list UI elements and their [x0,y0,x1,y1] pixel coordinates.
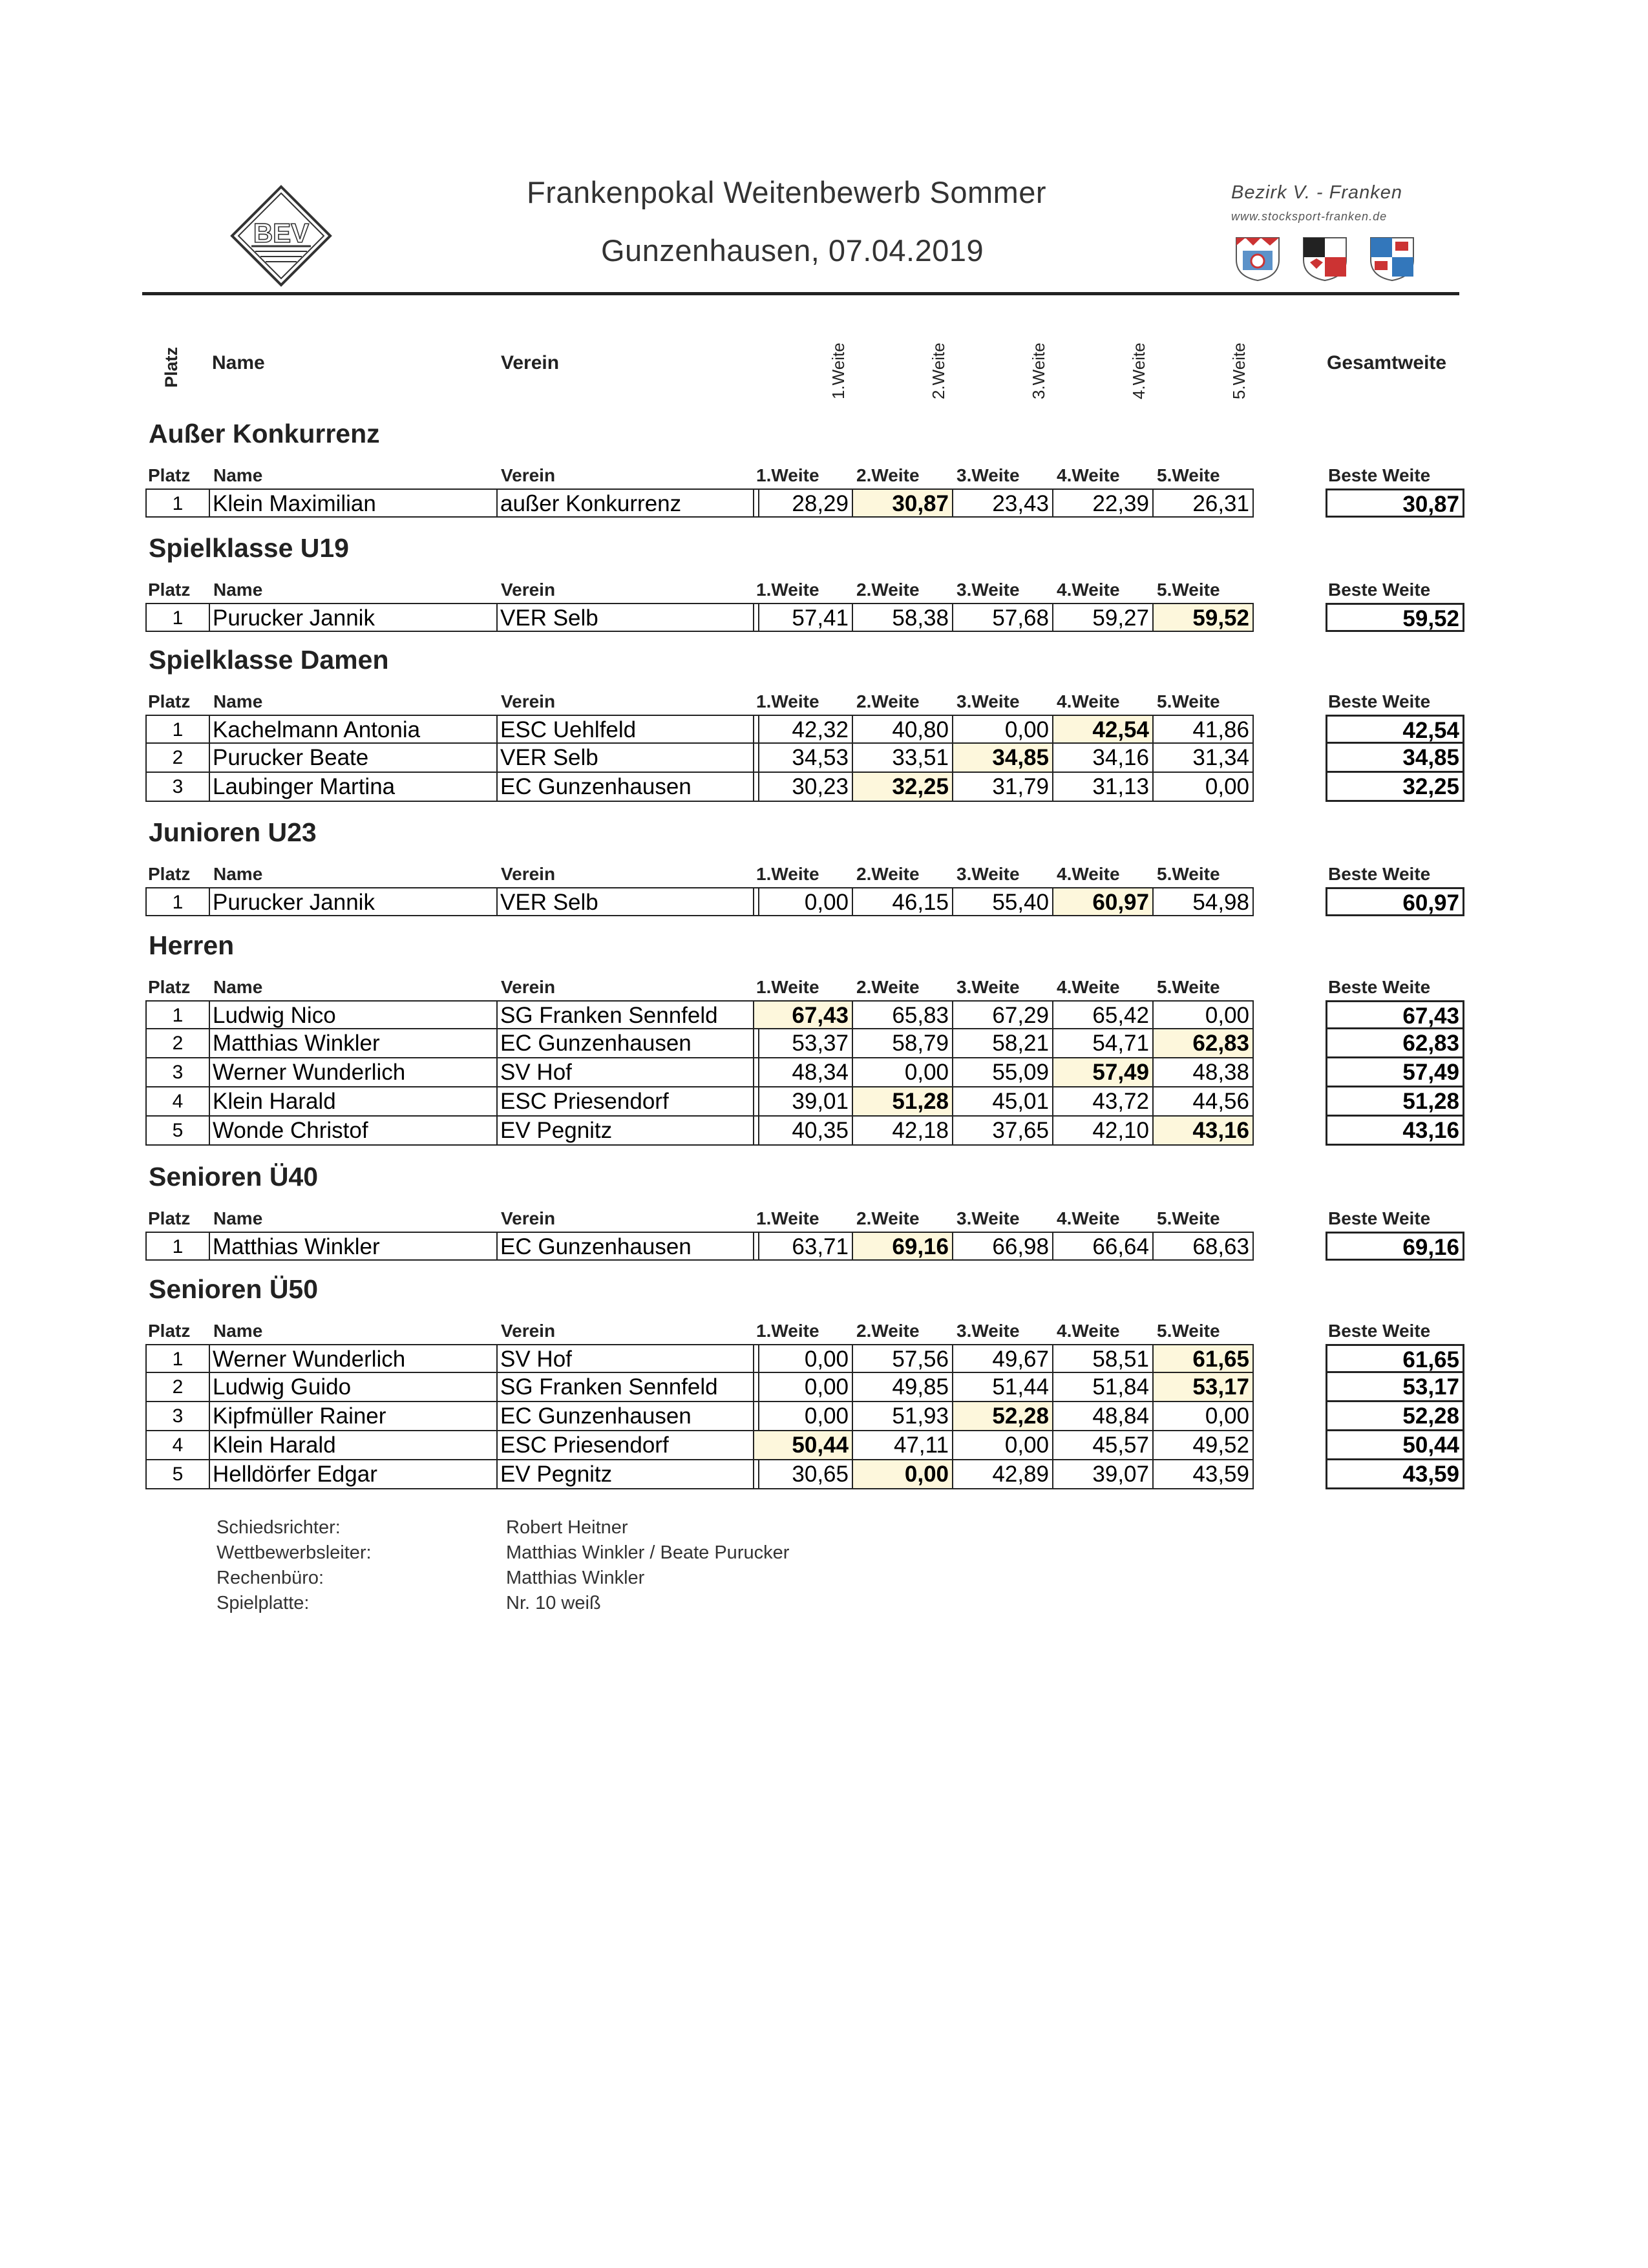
cell-weite-1: 53,37 [753,1029,853,1058]
hdr-w2: 2.Weite [856,977,920,997]
cell-weite-2: 58,79 [853,1029,953,1058]
cell-beste-weite: 69,16 [1326,1232,1464,1261]
hdr-platz: Platz [148,465,191,485]
cell-weite-4: 54,71 [1053,1029,1154,1058]
hdr-w1: 1.Weite [756,691,819,711]
cell-platz: 4 [145,1087,210,1117]
cell-weite-3: 45,01 [953,1087,1053,1117]
cell-verein: ESC Priesendorf [498,1087,759,1117]
page-title: Frankenpokal Weitenbewerb Sommer [527,175,1047,209]
cell-beste-weite: 57,49 [1326,1058,1464,1087]
cell-weite-5: 0,00 [1154,773,1254,802]
cell-platz: 2 [145,744,210,773]
cell-weite-3: 51,44 [953,1373,1053,1402]
hdr-name: Name [213,977,263,997]
cell-weite-4: 58,51 [1053,1344,1154,1373]
cell-beste-weite: 52,28 [1326,1402,1464,1431]
hdr-w1: 1.Weite [756,580,819,600]
cell-weite-4: 51,84 [1053,1373,1154,1402]
cell-weite-4: 45,57 [1053,1431,1154,1460]
hdr-w1: 1.Weite [756,1321,819,1341]
hdr-w5: 5.Weite [1157,864,1220,884]
hdr-verein: Verein [501,580,556,600]
cell-weite-2: 47,11 [853,1431,953,1460]
cell-weite-1: 30,65 [753,1460,853,1489]
section-title: Spielklasse Damen [149,645,389,675]
cell-verein: EC Gunzenhausen [498,1402,759,1431]
cell-weite-4: 43,72 [1053,1087,1154,1117]
cell-name: Ludwig Nico [210,1000,498,1029]
hdr-verein: Verein [501,977,556,997]
cell-weite-5: 48,38 [1154,1058,1254,1087]
cell-beste-weite: 53,17 [1326,1373,1464,1402]
cell-weite-4: 42,10 [1053,1117,1154,1146]
hdr-platz: Platz [148,864,191,884]
cell-platz: 1 [145,715,210,744]
hdr-beste: Beste Weite [1328,1321,1431,1341]
hdr-w3: 3.Weite [956,864,1020,884]
cell-beste-weite: 43,16 [1326,1117,1464,1146]
cell-weite-1: 67,43 [753,1000,853,1029]
footer-value-rechenbuero: Matthias Winkler [506,1568,645,1588]
section-title: Senioren Ü40 [149,1162,319,1192]
cell-verein: VER Selb [498,887,759,916]
hdr-w3: 3.Weite [956,691,1020,711]
cell-weite-5: 53,17 [1154,1373,1254,1402]
cell-weite-2: 49,85 [853,1373,953,1402]
hdr-w5: 5.Weite [1157,691,1220,711]
cell-weite-1: 57,41 [753,603,853,632]
hdr-name: Name [213,465,263,485]
cell-name: Klein Maximilian [210,488,498,518]
cell-weite-5: 62,83 [1154,1029,1254,1058]
cell-weite-3: 58,21 [953,1029,1053,1058]
cell-weite-5: 0,00 [1154,1000,1254,1029]
cell-name: Werner Wunderlich [210,1058,498,1087]
cell-weite-5: 43,59 [1154,1460,1254,1489]
cell-weite-2: 69,16 [853,1232,953,1261]
cell-weite-3: 42,89 [953,1460,1053,1489]
hdr-w4: 4.Weite [1057,1321,1120,1341]
hdr-platz: Platz [148,977,191,997]
footer-label-wettbewerbsleiter: Wettbewerbsleiter: [217,1542,372,1563]
hdr-w2: 2.Weite [856,465,920,485]
hdr-w3: 3.Weite [956,1321,1020,1341]
col-w2-label: 2.Weite [929,342,948,399]
hdr-w3: 3.Weite [956,1208,1020,1228]
hdr-beste: Beste Weite [1328,1208,1431,1228]
section-title: Senioren Ü50 [149,1274,319,1304]
hdr-w1: 1.Weite [756,977,819,997]
hdr-w5: 5.Weite [1157,580,1220,600]
cell-weite-4: 34,16 [1053,744,1154,773]
hdr-name: Name [213,580,263,600]
col-gesamt-label: Gesamtweite [1327,352,1447,373]
hdr-w4: 4.Weite [1057,580,1120,600]
cell-verein: EV Pegnitz [498,1460,759,1489]
footer-label-schiedsrichter: Schiedsrichter: [217,1517,341,1538]
section-title: Spielklasse U19 [149,533,349,563]
footer-value-wettbewerbsleiter: Matthias Winkler / Beate Purucker [506,1542,790,1563]
cell-platz: 3 [145,773,210,802]
cell-verein: VER Selb [498,603,759,632]
cell-weite-5: 0,00 [1154,1402,1254,1431]
cell-beste-weite: 34,85 [1326,744,1464,773]
cell-weite-2: 0,00 [853,1058,953,1087]
bev-logo-icon [229,184,333,288]
cell-weite-1: 0,00 [753,1402,853,1431]
footer-label-rechenbuero: Rechenbüro: [217,1568,324,1588]
cell-weite-3: 0,00 [953,1431,1053,1460]
cell-platz: 1 [145,1344,210,1373]
cell-verein: ESC Uehlfeld [498,715,759,744]
cell-platz: 1 [145,603,210,632]
cell-weite-4: 48,84 [1053,1402,1154,1431]
cell-name: Purucker Jannik [210,603,498,632]
cell-weite-5: 44,56 [1154,1087,1254,1117]
hdr-w3: 3.Weite [956,977,1020,997]
cell-weite-5: 59,52 [1154,603,1254,632]
section-title: Junioren U23 [149,817,317,847]
cell-beste-weite: 60,97 [1326,887,1464,916]
bezirk-label: Bezirk V. - Franken [1231,182,1403,203]
cell-beste-weite: 67,43 [1326,1000,1464,1029]
col-w1-label: 1.Weite [829,342,848,399]
cell-beste-weite: 32,25 [1326,773,1464,802]
cell-verein: außer Konkurrenz [498,488,759,518]
hdr-verein: Verein [501,864,556,884]
hdr-beste: Beste Weite [1328,691,1431,711]
cell-weite-1: 30,23 [753,773,853,802]
logo-letters: BEV [253,218,310,248]
hdr-w2: 2.Weite [856,691,920,711]
cell-platz: 1 [145,887,210,916]
cell-weite-3: 55,40 [953,887,1053,916]
cell-weite-3: 23,43 [953,488,1053,518]
hdr-name: Name [213,1208,263,1228]
cell-beste-weite: 42,54 [1326,715,1464,744]
hdr-w2: 2.Weite [856,864,920,884]
hdr-verein: Verein [501,1321,556,1341]
cell-weite-3: 52,28 [953,1402,1053,1431]
footer-value-schiedsrichter: Robert Heitner [506,1517,628,1538]
cell-weite-2: 57,56 [853,1344,953,1373]
hdr-verein: Verein [501,691,556,711]
footer-values [506,1515,789,1616]
hdr-w2: 2.Weite [856,580,920,600]
cell-weite-1: 40,35 [753,1117,853,1146]
cell-name: Laubinger Martina [210,773,498,802]
cell-platz: 2 [145,1029,210,1058]
cell-verein: EC Gunzenhausen [498,1029,759,1058]
hdr-w1: 1.Weite [756,864,819,884]
cell-weite-4: 60,97 [1053,887,1154,916]
section-title: Herren [149,930,235,960]
footer-label-spielplatte: Spielplatte: [217,1593,310,1613]
cell-weite-4: 65,42 [1053,1000,1154,1029]
cell-weite-1: 0,00 [753,1373,853,1402]
cell-name: Klein Harald [210,1087,498,1117]
hdr-w1: 1.Weite [756,465,819,485]
cell-verein: EC Gunzenhausen [498,773,759,802]
cell-weite-5: 61,65 [1154,1344,1254,1373]
cell-name: Kachelmann Antonia [210,715,498,744]
hdr-w5: 5.Weite [1157,1208,1220,1228]
cell-beste-weite: 51,28 [1326,1087,1464,1117]
cell-weite-5: 43,16 [1154,1117,1254,1146]
cell-weite-1: 39,01 [753,1087,853,1117]
cell-weite-5: 41,86 [1154,715,1254,744]
cell-name: Klein Harald [210,1431,498,1460]
hdr-w5: 5.Weite [1157,977,1220,997]
col-w3-label: 3.Weite [1029,342,1048,399]
cell-weite-1: 42,32 [753,715,853,744]
cell-weite-3: 31,79 [953,773,1053,802]
cell-platz: 1 [145,1000,210,1029]
cell-weite-2: 0,00 [853,1460,953,1489]
footer-labels [217,1515,372,1616]
cell-beste-weite: 59,52 [1326,603,1464,632]
hdr-w5: 5.Weite [1157,1321,1220,1341]
cell-verein: SV Hof [498,1058,759,1087]
cell-weite-3: 67,29 [953,1000,1053,1029]
cell-verein: SG Franken Sennfeld [498,1373,759,1402]
cell-weite-2: 33,51 [853,744,953,773]
cell-weite-5: 31,34 [1154,744,1254,773]
cell-name: Matthias Winkler [210,1029,498,1058]
cell-platz: 5 [145,1117,210,1146]
franken-crests-icon [1231,234,1425,282]
hdr-w4: 4.Weite [1057,864,1120,884]
cell-beste-weite: 61,65 [1326,1344,1464,1373]
hdr-w4: 4.Weite [1057,465,1120,485]
cell-weite-4: 59,27 [1053,603,1154,632]
hdr-beste: Beste Weite [1328,580,1431,600]
col-w5-label: 5.Weite [1229,342,1249,399]
cell-weite-4: 42,54 [1053,715,1154,744]
hdr-w3: 3.Weite [956,465,1020,485]
cell-weite-3: 0,00 [953,715,1053,744]
hdr-platz: Platz [148,1208,191,1228]
cell-platz: 1 [145,1232,210,1261]
hdr-beste: Beste Weite [1328,864,1431,884]
cell-weite-1: 0,00 [753,1344,853,1373]
cell-weite-2: 46,15 [853,887,953,916]
hdr-name: Name [213,864,263,884]
cell-weite-1: 48,34 [753,1058,853,1087]
cell-name: Helldörfer Edgar [210,1460,498,1489]
hdr-name: Name [213,1321,263,1341]
cell-weite-5: 54,98 [1154,887,1254,916]
cell-platz: 4 [145,1431,210,1460]
col-verein-label: Verein [501,352,560,373]
cell-weite-3: 49,67 [953,1344,1053,1373]
cell-weite-3: 34,85 [953,744,1053,773]
cell-beste-weite: 43,59 [1326,1460,1464,1489]
cell-weite-2: 42,18 [853,1117,953,1146]
hdr-w4: 4.Weite [1057,1208,1120,1228]
cell-verein: SG Franken Sennfeld [498,1000,759,1029]
cell-weite-4: 39,07 [1053,1460,1154,1489]
cell-weite-5: 26,31 [1154,488,1254,518]
cell-name: Purucker Jannik [210,887,498,916]
cell-name: Wonde Christof [210,1117,498,1146]
cell-beste-weite: 50,44 [1326,1431,1464,1460]
hdr-verein: Verein [501,465,556,485]
cell-weite-4: 31,13 [1053,773,1154,802]
cell-weite-1: 28,29 [753,488,853,518]
col-w4-label: 4.Weite [1129,342,1148,399]
hdr-platz: Platz [148,691,191,711]
cell-weite-3: 55,09 [953,1058,1053,1087]
cell-verein: ESC Priesendorf [498,1431,759,1460]
cell-platz: 3 [145,1058,210,1087]
cell-weite-3: 66,98 [953,1232,1053,1261]
cell-platz: 1 [145,488,210,518]
cell-name: Matthias Winkler [210,1232,498,1261]
header-divider [142,292,1459,295]
hdr-beste: Beste Weite [1328,465,1431,485]
cell-verein: VER Selb [498,744,759,773]
cell-platz: 3 [145,1402,210,1431]
hdr-w4: 4.Weite [1057,977,1120,997]
footer-value-spielplatte: Nr. 10 weiß [506,1593,601,1613]
cell-weite-4: 22,39 [1053,488,1154,518]
hdr-w2: 2.Weite [856,1208,920,1228]
page-subtitle: Gunzenhausen, 07.04.2019 [601,233,984,268]
cell-verein: EV Pegnitz [498,1117,759,1146]
hdr-name: Name [213,691,263,711]
cell-platz: 5 [145,1460,210,1489]
cell-weite-2: 40,80 [853,715,953,744]
hdr-verein: Verein [501,1208,556,1228]
cell-weite-3: 37,65 [953,1117,1053,1146]
cell-weite-1: 34,53 [753,744,853,773]
cell-weite-4: 66,64 [1053,1232,1154,1261]
cell-weite-2: 65,83 [853,1000,953,1029]
col-name-label: Name [212,352,265,373]
col-platz-label: Platz [162,346,181,388]
cell-weite-1: 50,44 [753,1431,853,1460]
section-title: Außer Konkurrenz [149,419,380,448]
hdr-w5: 5.Weite [1157,465,1220,485]
cell-name: Purucker Beate [210,744,498,773]
cell-beste-weite: 30,87 [1326,488,1464,518]
hdr-w1: 1.Weite [756,1208,819,1228]
hdr-platz: Platz [148,580,191,600]
cell-weite-2: 32,25 [853,773,953,802]
cell-weite-2: 30,87 [853,488,953,518]
hdr-w2: 2.Weite [856,1321,920,1341]
hdr-w4: 4.Weite [1057,691,1120,711]
hdr-platz: Platz [148,1321,191,1341]
cell-name: Werner Wunderlich [210,1344,498,1373]
cell-name: Kipfmüller Rainer [210,1402,498,1431]
cell-weite-5: 68,63 [1154,1232,1254,1261]
cell-weite-2: 51,28 [853,1087,953,1117]
website-link[interactable]: www.stocksport-franken.de [1231,210,1388,223]
cell-weite-1: 0,00 [753,887,853,916]
cell-weite-5: 49,52 [1154,1431,1254,1460]
cell-name: Ludwig Guido [210,1373,498,1402]
cell-weite-2: 51,93 [853,1402,953,1431]
cell-verein: EC Gunzenhausen [498,1232,759,1261]
cell-weite-1: 63,71 [753,1232,853,1261]
hdr-beste: Beste Weite [1328,977,1431,997]
cell-weite-3: 57,68 [953,603,1053,632]
cell-verein: SV Hof [498,1344,759,1373]
cell-platz: 2 [145,1373,210,1402]
cell-beste-weite: 62,83 [1326,1029,1464,1058]
cell-weite-2: 58,38 [853,603,953,632]
cell-weite-4: 57,49 [1053,1058,1154,1087]
hdr-w3: 3.Weite [956,580,1020,600]
